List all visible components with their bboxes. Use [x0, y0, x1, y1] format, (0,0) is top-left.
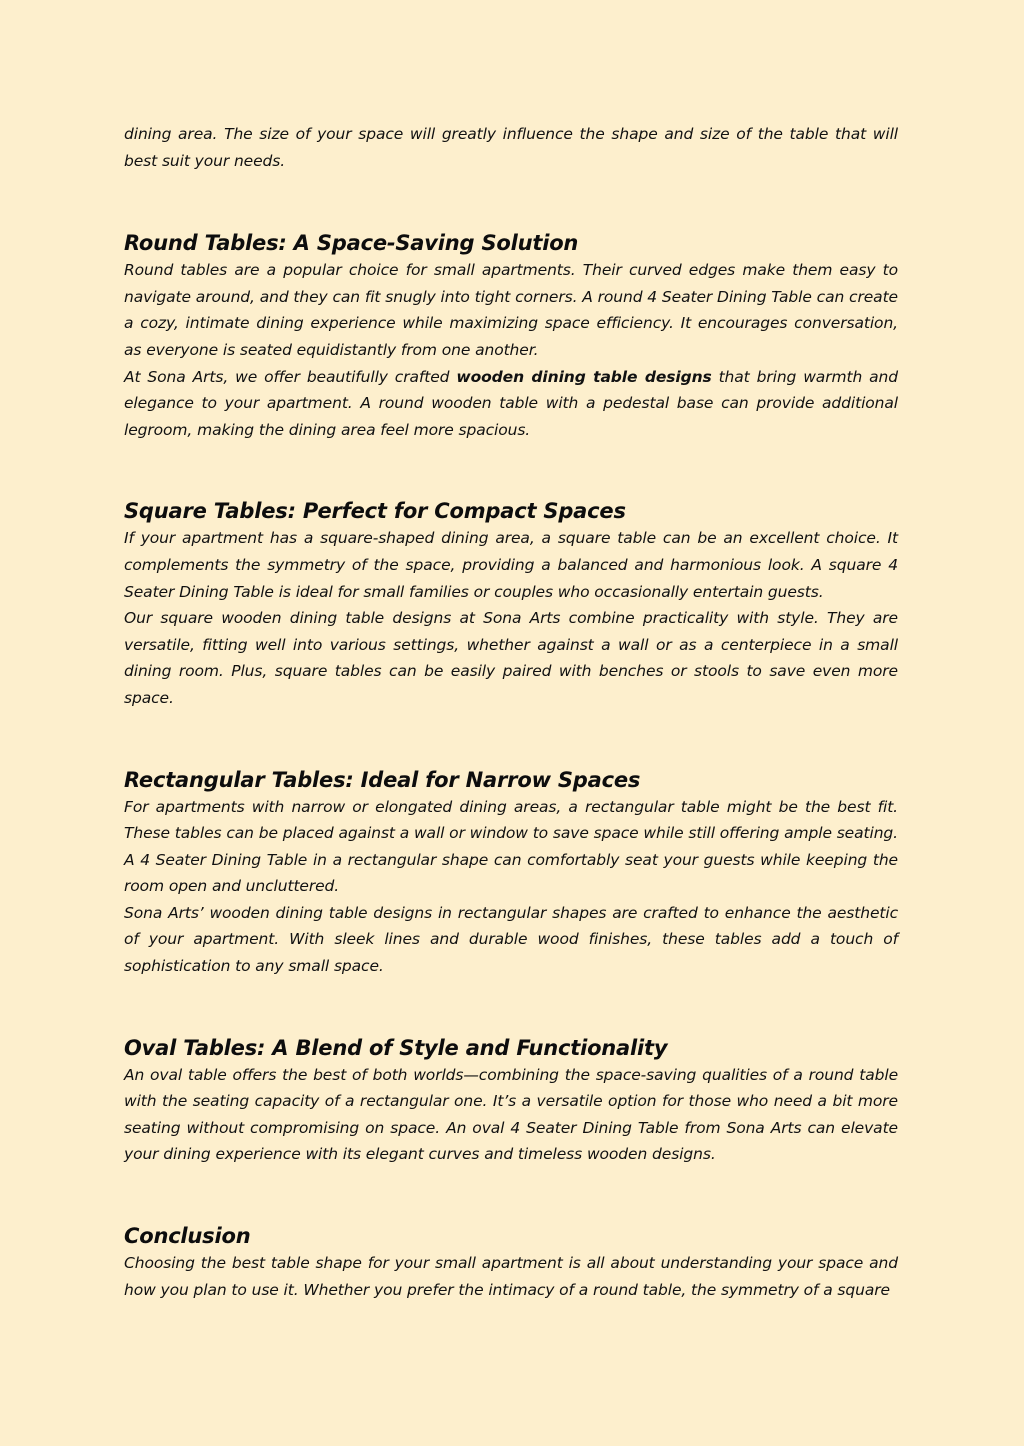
article-body [124, 121, 898, 1357]
paragraph-square-tables-1: If your apartment has a square-shaped dining area, a square table can be an excellent choice. It complements the symmetry of the space, providing a balanced and harmonious look. A square 4 Seater Dining Table is ideal for small families or couples who occasionally entertain guests. [124, 529, 898, 601]
paragraph-round-tables-2-start: At Sona Arts, we offer beautifully crafted [124, 367, 457, 386]
heading-round-tables: Round Tables: A Space-Saving Solution [124, 231, 579, 256]
paragraph-round-tables-2 [124, 364, 898, 444]
section-square-tables [124, 497, 898, 711]
heading-oval-tables: Oval Tables: A Blend of Style and Functionality [124, 1035, 668, 1060]
paragraph-round-tables-2-end: that bring warmth and elegance to your apartment. A round wooden table with a pedestal base can provide additional legroom, making the dining area feel more spacious. [124, 367, 898, 439]
paragraph-rectangular-tables-1: For apartments with narrow or elongated dining areas, a rectangular table might be the best fit. These tables can be placed against a wall or window to save space while still offering ample seating. A 4 Seater Dining Table in a rectangular shape can comfortably seat your guests while keeping the room open and uncluttered. [124, 797, 898, 896]
paragraph-conclusion-1: Choosing the best table shape for your small apartment is all about understanding your space and how you plan to use it. Whether you prefer the intimacy of a round table, the symmetry of a square [124, 1254, 898, 1299]
paragraph-square-tables-2: Our square wooden dining table designs at Sona Arts combine practicality with style. They are versatile, fitting well into various settings, whether against a wall or as a centerpiece in a small dining room. Plus, square tables can be easily paired with benches or stools to save even more space. [124, 609, 898, 707]
section-round-tables [124, 229, 898, 443]
section-rectangular-tables [124, 766, 898, 980]
intro-paragraph: dining area. The size of your space will greatly influence the shape and size of the table that will best suit your needs. [124, 125, 898, 170]
paragraph-round-tables-1: Round tables are a popular choice for small apartments. Their curved edges make them easy to navigate around, and they can fit snugly into tight corners. A round 4 Seater Dining Table can create a cozy, intimate dining experience while maximizing space efficiency. It encourages conversation, as everyone is seated equidistantly from one another. [124, 261, 898, 359]
heading-rectangular-tables: Rectangular Tables: Ideal for Narrow Spaces [124, 767, 641, 792]
section-conclusion [124, 1222, 898, 1303]
heading-square-tables: Square Tables: Perfect for Compact Spaces [124, 499, 626, 524]
link-wooden-dining-table-designs[interactable]: wooden dining table designs [456, 367, 712, 386]
paragraph-oval-tables-1: An oval table offers the best of both worlds—combining the space-saving qualities of a round table with the seating capacity of a rectangular one. It’s a versatile option for those who need a bit more seating without compromising on space. An oval 4 Seater Dining Table from Sona Arts can elevate your dining experience with its elegant curves and timeless wooden designs. [124, 1065, 898, 1164]
paragraph-rectangular-tables-2: Sona Arts’ wooden dining table designs in rectangular shapes are crafted to enhance the aesthetic of your apartment. With sleek lines and durable wood finishes, these tables add a touch of sophistication to any small space. [124, 903, 898, 976]
section-oval-tables [124, 1034, 898, 1168]
heading-conclusion: Conclusion [124, 1224, 251, 1249]
